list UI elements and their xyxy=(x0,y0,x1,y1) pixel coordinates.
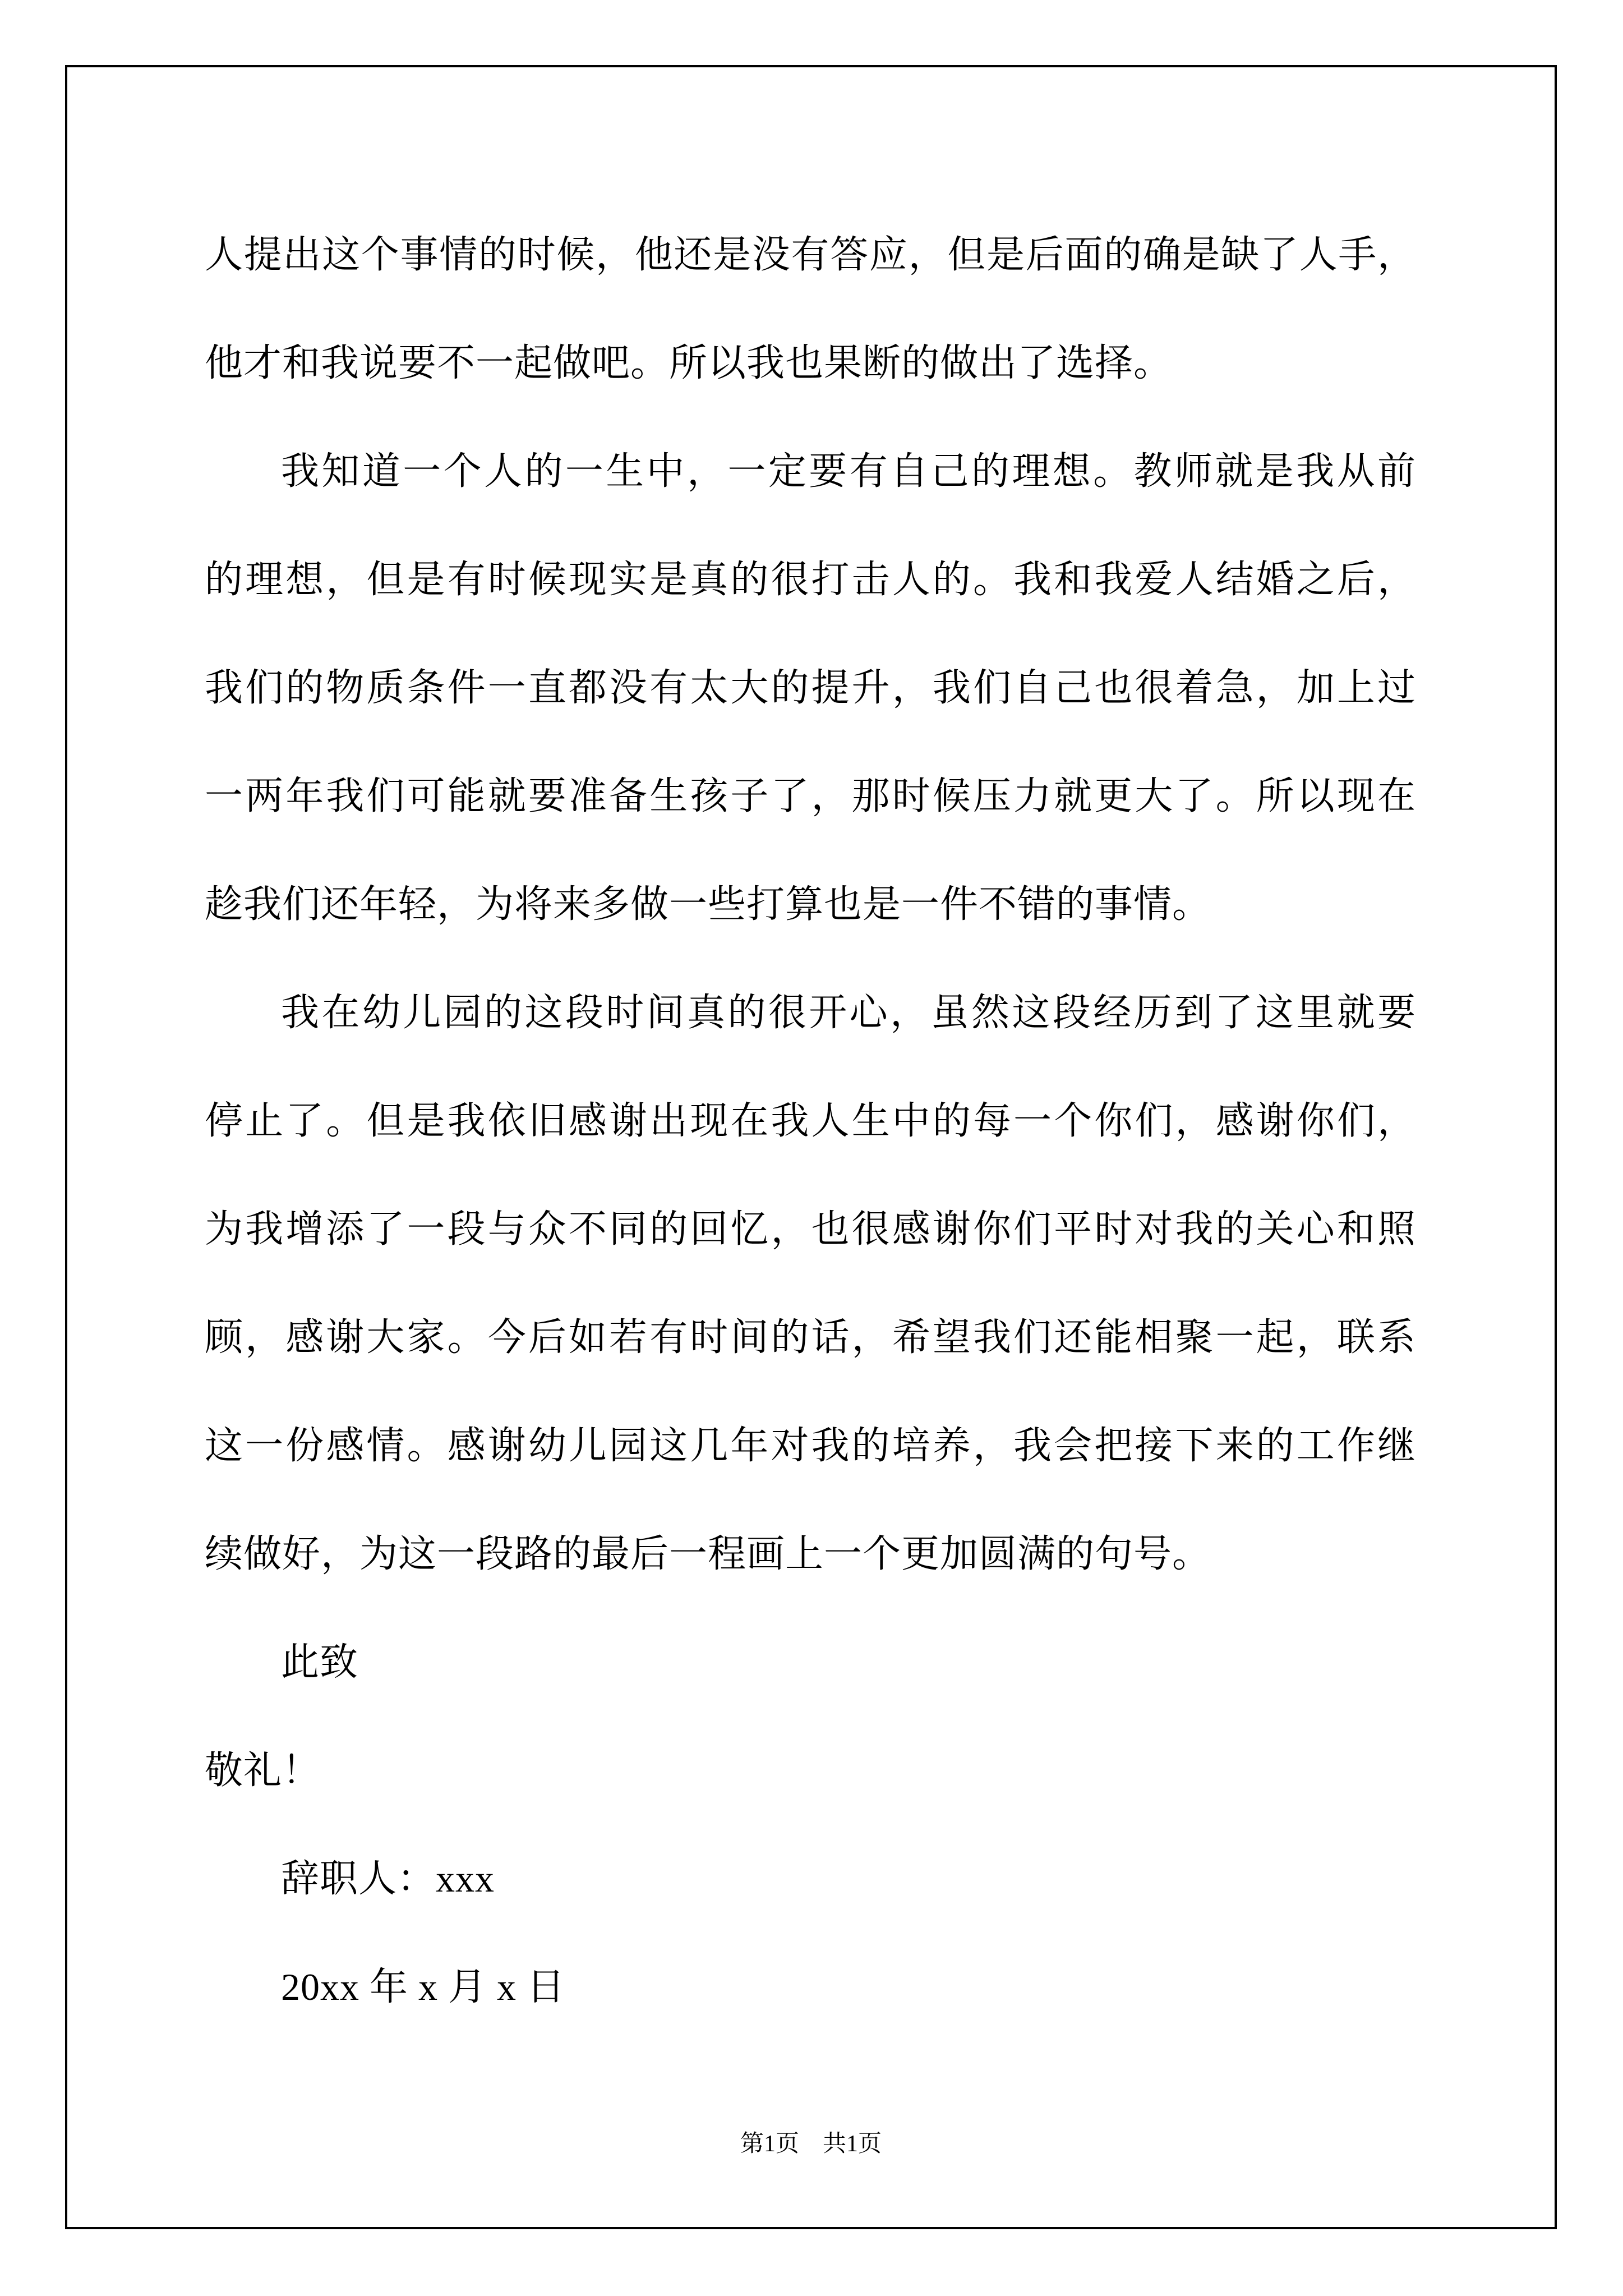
date-line: 20xx 年 x 月 x 日 xyxy=(281,1966,566,2008)
page-border xyxy=(65,65,1557,2229)
page-footer xyxy=(67,2126,1555,2162)
page-body-text xyxy=(205,201,1416,2041)
text-line: 的理想，但是有时候现实是真的很打击人的。我和我爱人结婚之后， xyxy=(205,558,1416,601)
text-line: 我知道一个人的一生中，一定要有自己的理想。教师就是我从前 xyxy=(281,450,1416,493)
salute-line: 敬礼！ xyxy=(205,1749,321,1792)
closing-line: 此致 xyxy=(281,1641,359,1683)
text-line: 趁我们还年轻，为将来多做一些打算也是一件不错的事情。 xyxy=(205,883,1211,926)
text-line: 人提出这个事情的时候，他还是没有答应，但是后面的确是缺了人手， xyxy=(205,233,1416,276)
text-line: 停止了。但是我依旧感谢出现在我人生中的每一个你们，感谢你们， xyxy=(205,1099,1416,1142)
text-line: 这一份感情。感谢幼儿园这几年对我的培养，我会把接下来的工作继 xyxy=(205,1424,1416,1467)
text-line: 我在幼儿园的这段时间真的很开心，虽然这段经历到了这里就要 xyxy=(281,991,1416,1034)
text-line: 顾，感谢大家。今后如若有时间的话，希望我们还能相聚一起，联系 xyxy=(205,1316,1416,1359)
text-line: 他才和我说要不一起做吧。所以我也果断的做出了选择。 xyxy=(205,342,1173,384)
signature-line: 辞职人：xxx xyxy=(281,1857,495,1900)
text-line: 续做好，为这一段路的最后一程画上一个更加圆满的句号。 xyxy=(205,1533,1211,1575)
text-line: 一两年我们可能就要准备生孩子了，那时候压力就更大了。所以现在 xyxy=(205,775,1416,817)
text-line: 我们的物质条件一直都没有太大的提升，我们自己也很着急，加上过 xyxy=(205,666,1416,709)
page-number: 第1页 共1页 xyxy=(740,2131,882,2157)
text-line: 为我增添了一段与众不同的回忆，也很感谢你们平时对我的关心和照 xyxy=(205,1208,1416,1250)
